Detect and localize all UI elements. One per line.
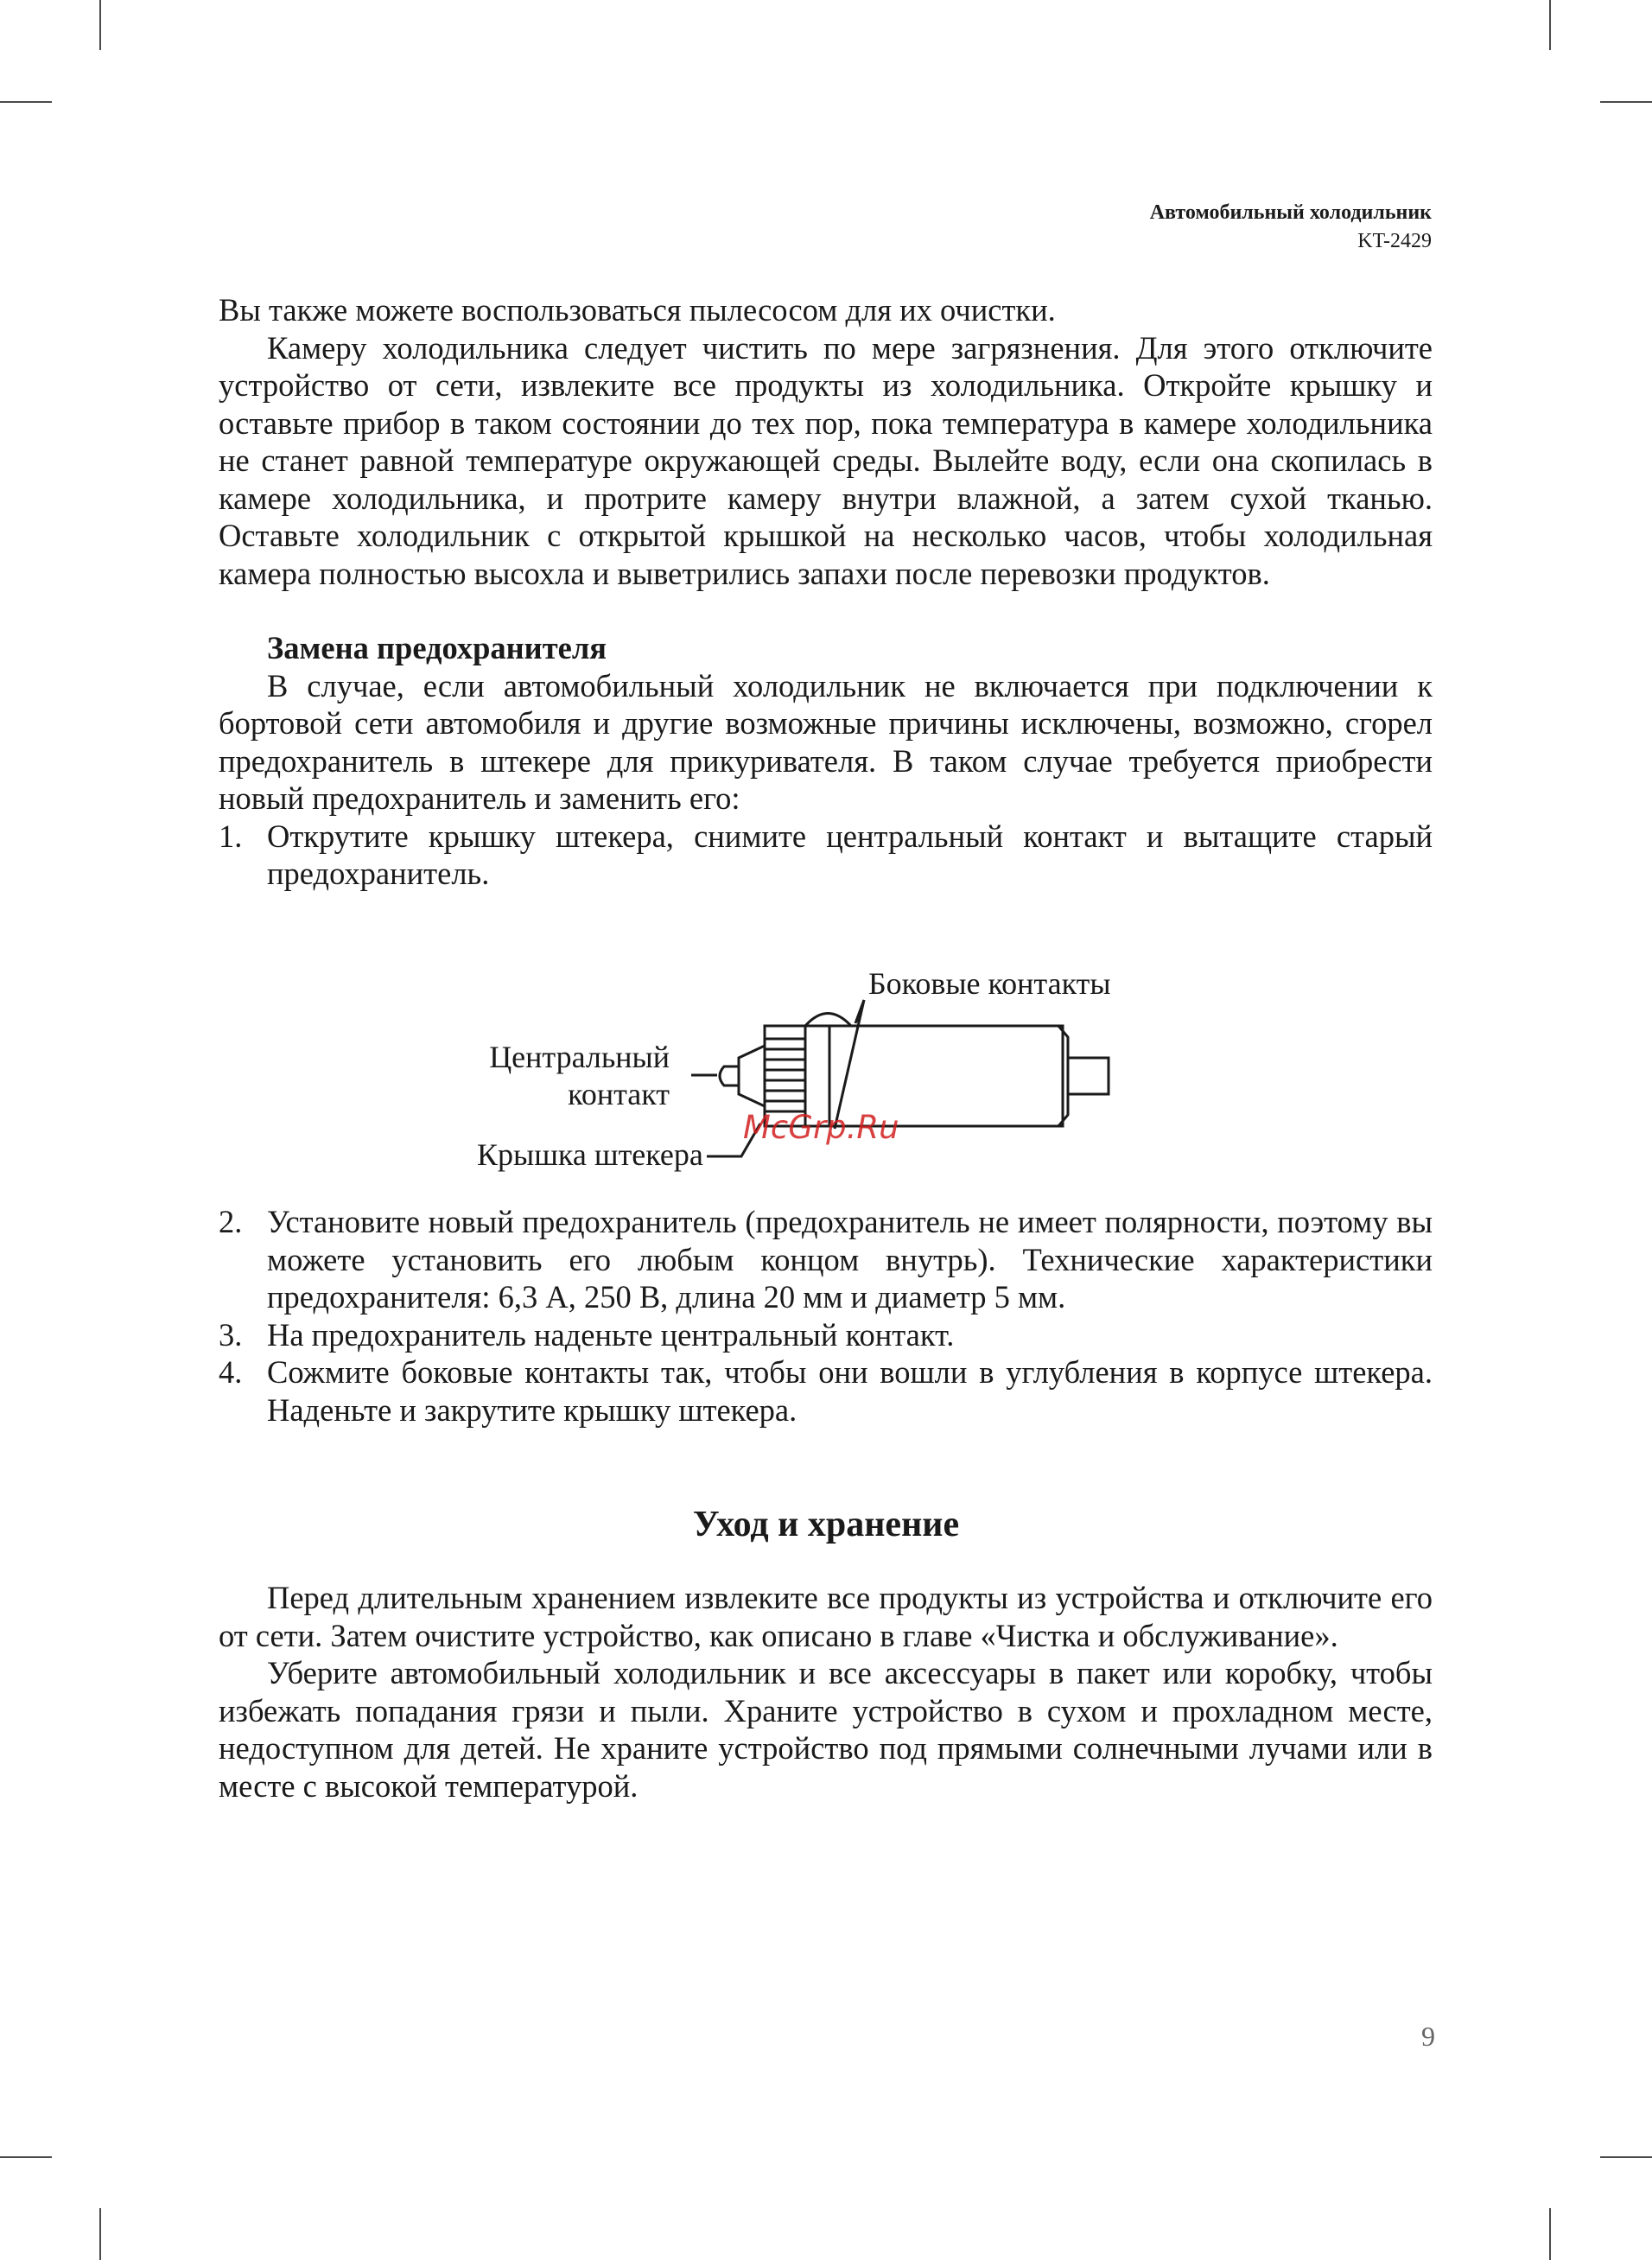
crop-mark <box>1600 101 1652 103</box>
crop-mark <box>1549 2208 1551 2260</box>
list-text: На предохранитель наденьте центральный контакт. <box>267 1316 955 1353</box>
fuse-steps-list-continued <box>219 1203 1433 1429</box>
header-model: KT-2429 <box>1357 230 1432 252</box>
list-text: Открутите крышку штекера, снимите центральный контакт и вытащите старый предохранитель. <box>267 818 1433 891</box>
crop-mark <box>99 0 101 50</box>
crop-mark <box>0 2156 52 2158</box>
steps-continued <box>219 1203 1433 1429</box>
list-number: 3. <box>219 1316 243 1353</box>
plug-nose <box>739 1046 765 1106</box>
paragraph-storage-1: Перед длительным хранением извлеките все продукты из устройства и отключите его от сети. Затем очистите устройство, как описано в главе «Чистка и обслуживание». <box>219 1580 1433 1653</box>
list-item <box>219 818 1433 893</box>
list-number: 2. <box>219 1204 243 1239</box>
plug-rear-tip <box>1068 1058 1109 1094</box>
paragraph-cleaning-vacuum: Вы также можете воспользоваться пылесосом для их очистки. <box>219 292 1056 328</box>
header-title: Автомобильный холодильник <box>1149 201 1432 224</box>
paragraph-fuse-intro: В случае, если автомобильный холодильник не включается при подключении к бортовой сети автомобиля и другие возможные причины исключены, возможно, сгорел предохранитель в штекере для прикуривателя. В таком случае требуется приобрести новый предохранитель и заменить его: <box>219 667 1433 816</box>
section-title-storage: Уход и хранение <box>692 1505 960 1544</box>
list-item <box>219 1203 1433 1316</box>
fuse-steps-list <box>219 818 1433 893</box>
paragraph-storage-2: Уберите автомобильный холодильник и все аксессуары в пакет или коробку, чтобы избежать попадания грязи и пыли. Храните устройство в сухом и прохладном месте, недоступном для детей. Не храните устройство под прямыми солнечными лучами или в месте с высокой температурой. <box>219 1655 1433 1804</box>
list-text: Сожмите боковые контакты так, чтобы они вошли в углубления в корпусе штекера. Наденьте и закрутите крышку штекера. <box>267 1354 1433 1428</box>
crop-mark <box>0 101 52 103</box>
paragraph-cleaning-chamber: Камеру холодильника следует чистить по мере загрязнения. Для этого отключите устройство от сети, извлеките все продукты из холодильника. Откройте крышку и оставьте прибор в таком состоянии до тех пор, пока температура в камере холодильника не станет равной температуре окружающей среды. Вылейте воду, если она скопилась в камере холодильника, и протрите камеру внутри влажной, а затем сухой тканью. Оставьте холодильник с открытой крышкой на несколько часов, чтобы холодильная камера полностью высохла и выветрились запахи после перевозки продуктов. <box>219 329 1433 591</box>
list-text: Установите новый предохранитель (предохранитель не имеет полярности, поэтому вы можете установить его любым концом внутрь). Технические характеристики предохранителя: 6,3 А, 250 В, длина 20 мм и диаметр 5 мм. <box>267 1204 1433 1315</box>
page-number: 9 <box>1421 2021 1435 2052</box>
watermark: McGrp.Ru <box>743 1109 899 1146</box>
list-number: 1. <box>219 818 243 854</box>
central-contact-tip <box>720 1066 739 1085</box>
side-contact-bump <box>805 1014 851 1027</box>
list-item <box>219 1316 1433 1354</box>
crop-mark <box>1600 2156 1652 2158</box>
crop-mark <box>99 2208 101 2260</box>
plug-diagram <box>0 959 1652 1184</box>
label-plug-cap: Крышка штекера <box>477 1137 703 1172</box>
upper-text-block <box>219 291 1433 893</box>
spacer <box>219 592 1433 629</box>
list-item <box>219 1353 1433 1429</box>
section-title-fuse: Замена предохранителя <box>267 630 607 665</box>
label-central-line-2: контакт <box>568 1077 670 1111</box>
list-number: 4. <box>219 1354 243 1390</box>
crop-mark <box>1549 0 1551 50</box>
label-central-contact <box>489 1039 670 1113</box>
plug-drawing <box>0 959 1652 1184</box>
running-header <box>1150 199 1432 256</box>
label-side-contacts: Боковые контакты <box>868 966 1111 1001</box>
label-central-line-1: Центральный <box>489 1040 670 1074</box>
storage-text-block <box>219 1579 1433 1805</box>
